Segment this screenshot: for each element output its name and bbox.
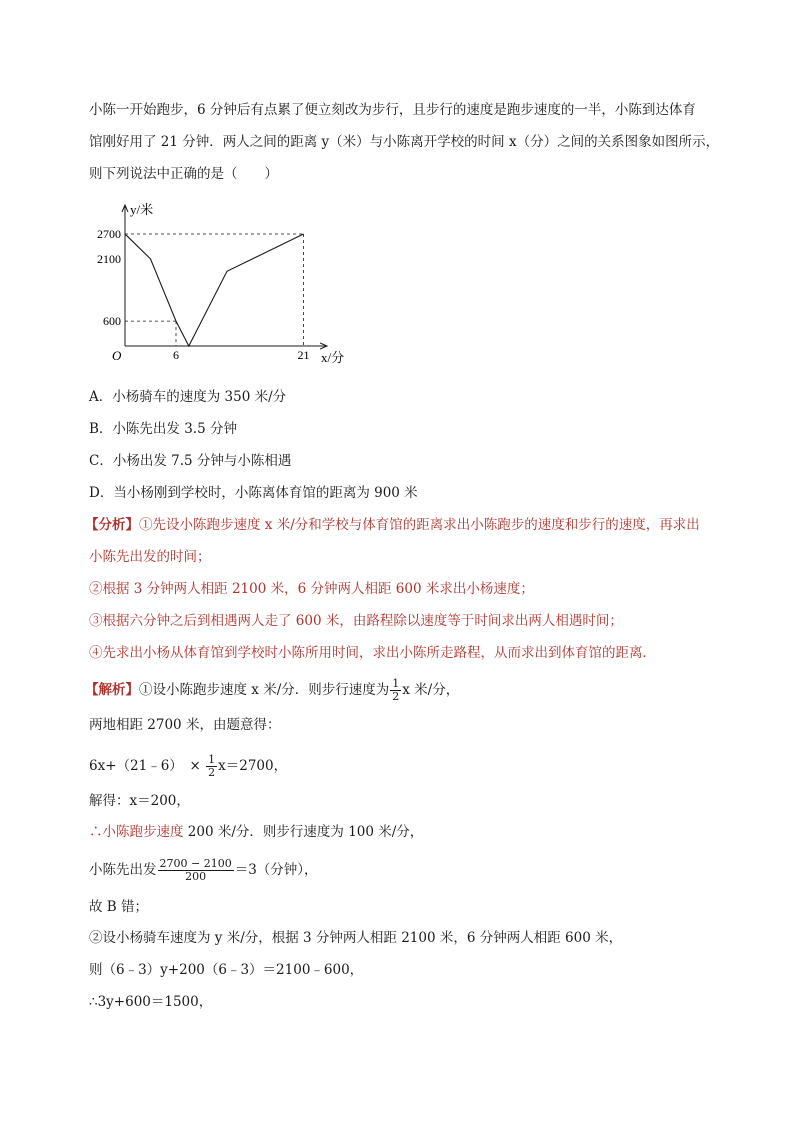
problem-line-3: 则下列说法中正确的是（ ） <box>89 166 278 182</box>
distance-series-line <box>125 234 304 346</box>
y-tick-label: 2700 <box>97 227 121 241</box>
solution-text: 6x+（21﹣6） × <box>89 758 201 774</box>
option-b: B．小陈先出发 3.5 分钟 <box>89 421 237 437</box>
y-tick-label: 2100 <box>97 251 121 266</box>
fraction-numerator: 1 <box>392 677 400 690</box>
analysis-line-5: ④先求出小杨从体育馆到学校时小陈所用时间，求出小陈所走路程，从而求出到体育馆的距离． <box>89 645 656 661</box>
solution-line-3 <box>89 754 287 779</box>
analysis-text: ①先设小陈跑步速度 x 米/分和学校与体育馆的距离求出小陈跑步的速度和步行的速度，再求出 <box>139 517 700 533</box>
solution-line-5 <box>89 823 423 841</box>
analysis-line-3: ②根据 3 分钟两人相距 2100 米，6 分钟两人相距 600 米求出小杨速度； <box>89 581 534 597</box>
fraction-denominator: 200 <box>185 870 207 883</box>
option-c: C．小杨出发 7.5 分钟与小陈相遇 <box>89 453 292 469</box>
fraction-numerator: 2700 − 2100 <box>159 857 232 870</box>
y-tick-label: 600 <box>103 314 121 329</box>
origin-label: O <box>112 348 122 363</box>
y-axis-label: y/米 <box>130 202 154 217</box>
solution-line-4: 解得：x＝200， <box>89 793 190 809</box>
analysis-line-2: 小陈先出发的时间； <box>89 549 211 565</box>
distance-time-graph <box>88 196 358 372</box>
fraction-denominator: 2 <box>208 766 216 779</box>
solution-line-8: ②设小杨骑车速度为 y 米/分，根据 3 分钟两人相距 2100 米，6 分钟两人相距 600 米， <box>89 930 623 946</box>
analysis-line-1 <box>85 516 700 534</box>
solution-text: ＝3（分钟）， <box>234 862 318 878</box>
solution-text: 200 米/分．则步行速度为 100 米/分， <box>183 824 424 840</box>
solution-text: ①设小陈跑步速度 x 米/分．则步行速度为 <box>139 682 390 698</box>
x-tick-label: 6 <box>173 348 179 362</box>
problem-line-2: 馆刚好用了 21 分钟．两人之间的距离 y（米）与小陈离开学校的时间 x（分）之间的关系图象如图所示， <box>89 134 720 150</box>
option-d: D．当小杨刚到学校时，小陈离体育馆的距离为 900 米 <box>89 485 418 501</box>
fraction-denominator: 2 <box>392 690 400 703</box>
solution-line-6 <box>89 858 318 883</box>
solution-text: x 米/分， <box>402 682 460 698</box>
solution-line-10: ∴3y+600＝1500， <box>89 994 213 1010</box>
analysis-tag: 【分析】 <box>85 517 139 533</box>
solution-tag: 【解析】 <box>85 682 139 698</box>
option-a: A．小杨骑车的速度为 350 米/分 <box>89 389 287 405</box>
x-tick-label: 21 <box>297 348 310 362</box>
solution-line-1 <box>85 678 459 703</box>
x-axis-label: x/分 <box>321 350 345 365</box>
solution-line-2: 两地相距 2700 米，由题意得： <box>89 717 281 733</box>
analysis-line-4: ③根据六分钟之后到相遇两人走了 600 米，由路程除以速度等于时间求出两人相遇时间； <box>89 613 623 629</box>
fraction-half <box>206 754 217 779</box>
solution-line-9: 则（6﹣3）y+200（6﹣3）＝2100﹣600， <box>89 962 364 978</box>
solution-text: x＝2700， <box>218 758 288 774</box>
solution-line-7: 故 B 错； <box>89 899 149 915</box>
fraction-half <box>390 678 401 703</box>
fraction-numerator: 1 <box>208 753 216 766</box>
fraction-time <box>158 858 234 883</box>
solution-text: 小陈先出发 <box>89 862 157 878</box>
solution-text: ∴小陈跑步速度 <box>89 824 184 840</box>
problem-line-1: 小陈一开始跑步，6 分钟后有点累了便立刻改为步行，且步行的速度是跑步速度的一半，小陈到达体育 <box>89 102 696 118</box>
